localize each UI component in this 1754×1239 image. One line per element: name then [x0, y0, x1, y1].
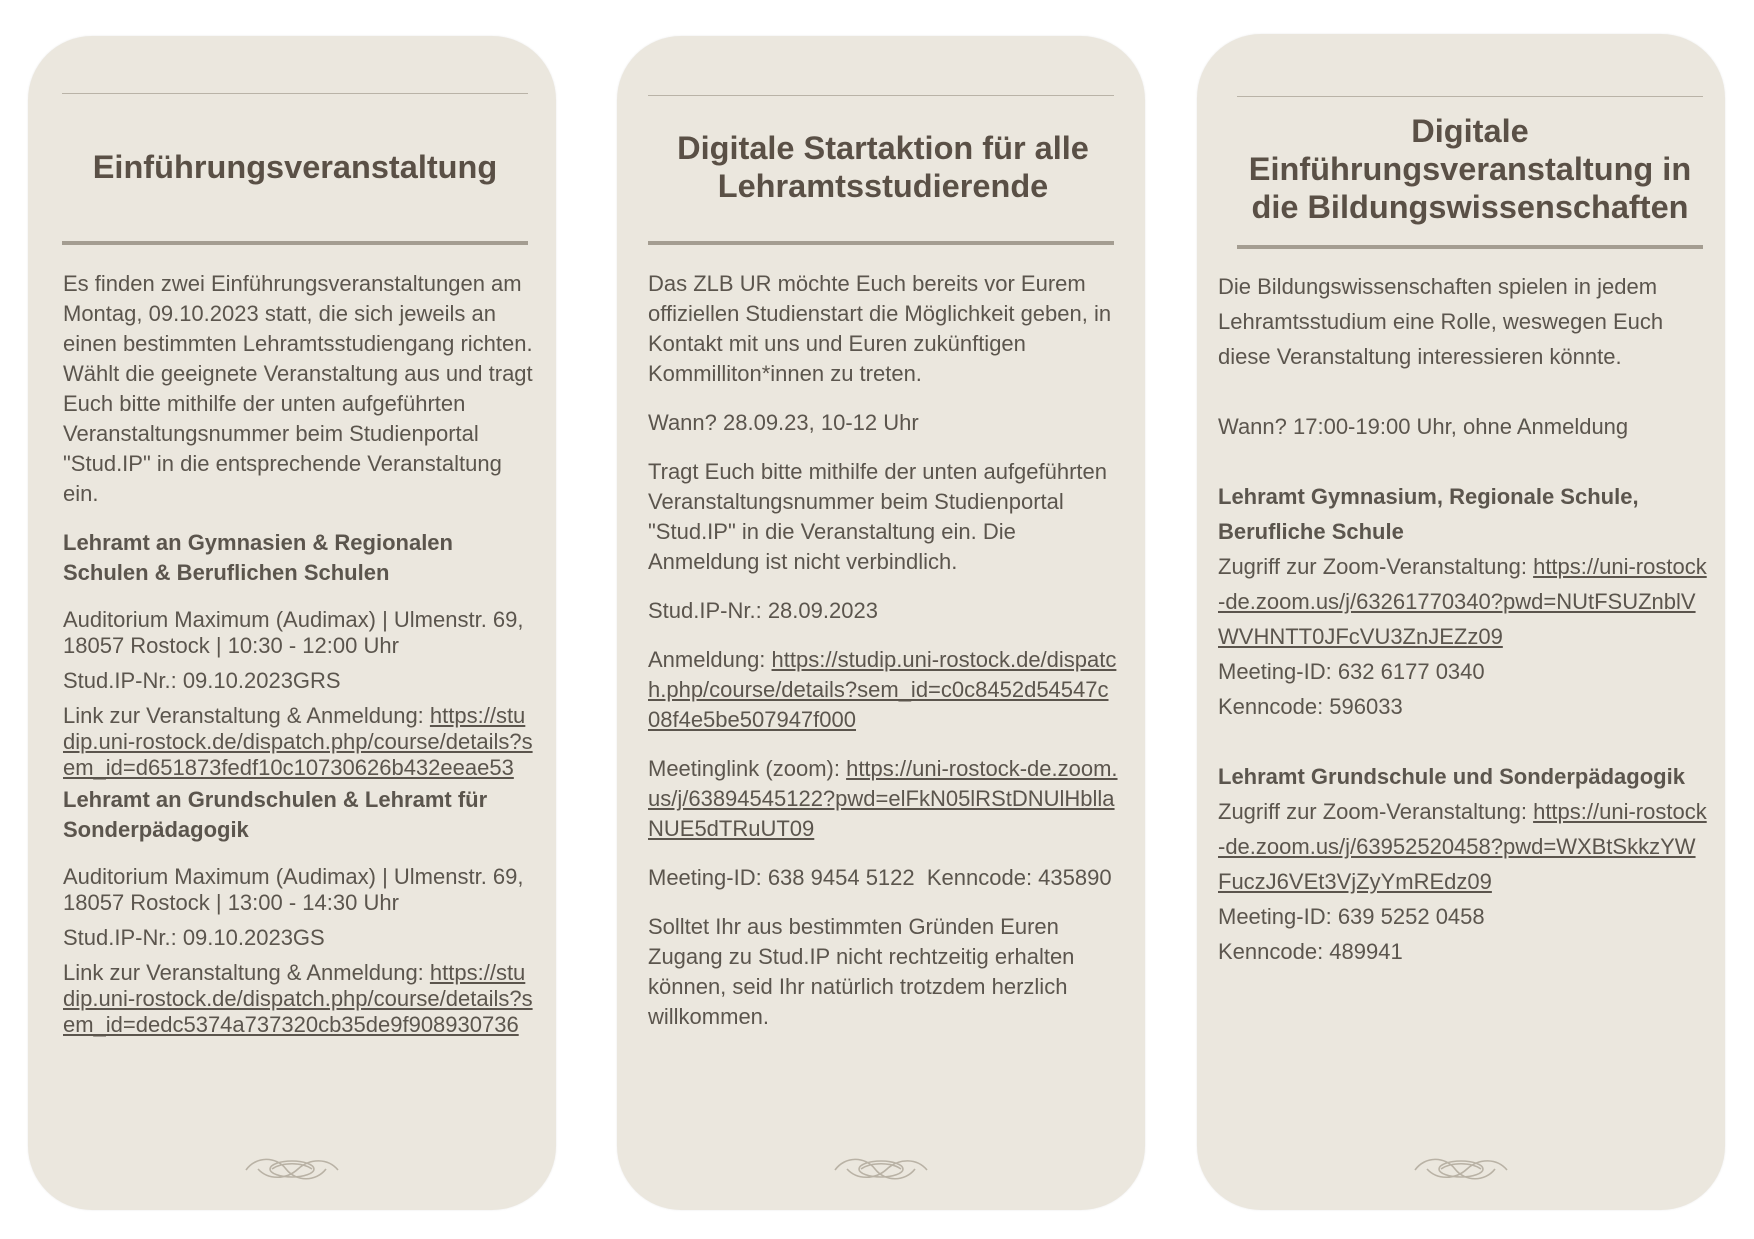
studip-number: Stud.IP-Nr.: 09.10.2023GS — [63, 925, 325, 950]
flourish-ornament-icon — [242, 1152, 342, 1186]
link-paragraph — [63, 703, 533, 781]
register-link[interactable]: https://studip.uni-rostock.de/dispatch.php/course/details?sem_id=c0c8452d54547c08f4e5be507947f000 — [648, 647, 1117, 732]
link-paragraph — [63, 960, 533, 1038]
card-title: Digitale Einführungsveranstaltung in die Bildungswissenschaften — [1248, 113, 1692, 225]
link-label: Link zur Veranstaltung & Anmeldung: — [63, 960, 430, 985]
title-divider — [62, 241, 528, 245]
register-paragraph — [648, 645, 1120, 735]
meeting-id-text: Meeting-ID: 632 6177 0340 — [1218, 659, 1485, 684]
zoom-paragraph — [1218, 549, 1708, 654]
when-text: Wann? 17:00-19:00 Uhr, ohne Anmeldung — [1218, 414, 1629, 439]
studip-number: Stud.IP-Nr.: 28.09.2023 — [648, 598, 878, 623]
group-heading: Lehramt an Grundschulen & Lehramt für Sonderpädagogik — [63, 787, 488, 842]
closing-text: Solltet Ihr aus bestimmten Gründen Euren Zugang zu Stud.IP nicht rechtzeitig erhalten können, seid Ihr natürlich trotzdem herzlich willkommen. — [648, 914, 1075, 1029]
card-title: Digitale Startaktion für alle Lehramtsstudierende — [677, 130, 1089, 204]
intro-text: Das ZLB UR möchte Euch bereits vor Eurem offiziellen Studienstart die Möglichkeit geben, in Kontakt mit uns und Euren zukünftigen Kommilliton*innen zu treten. — [648, 271, 1112, 386]
group-heading: Lehramt an Gymnasien & Regionalen Schulen & Beruflichen Schulen — [63, 530, 453, 585]
group-heading: Lehramt Gymnasium, Regionale Schule, Berufliche Schule — [1218, 484, 1639, 544]
card-bildungswissenschaften — [1197, 34, 1725, 1210]
zoom-label: Zugriff zur Zoom-Veranstaltung: — [1218, 799, 1534, 824]
card-body — [1218, 269, 1708, 969]
instruction-text: Tragt Euch bitte mithilfe der unten aufgeführten Veranstaltungsnummer beim Studienportal "Stud.IP" in die Veranstaltung ein. Die Anmeldung ist nicht verbindlich. — [648, 459, 1108, 574]
location-text: Auditorium Maximum (Audimax) | Ulmenstr. 69, 18057 Rostock | 13:00 - 14:30 Uhr — [63, 864, 524, 915]
meeting-id-text: Meeting-ID: 638 9454 5122 Kenncode: 435890 — [648, 865, 1112, 890]
zoom-link[interactable]: https://uni-rostock-de.zoom.us/j/63952520458?pwd=WXBtSkkzYWFuczJ6VEt3VjZyYmREdz09 — [1218, 799, 1707, 894]
card-body — [63, 269, 533, 1038]
intro-text: Es finden zwei Einführungsveranstaltungen am Montag, 09.10.2023 statt, die sich jeweils an einen bestimmten Lehramtsstudiengang richten. Wählt die geeignete Veranstaltung aus und tragt Euch bitte mithilfe der unten aufgeführten Veranstaltungsnummer beim Studienportal "Stud.IP" in die entsprechende Veranstaltung ein. — [63, 271, 533, 506]
title-divider — [1237, 245, 1703, 249]
meeting-label: Meetinglink (zoom): — [648, 756, 847, 781]
meeting-paragraph — [648, 754, 1120, 844]
when-text: Wann? 28.09.23, 10-12 Uhr — [648, 410, 919, 435]
card-digitale-startaktion — [617, 36, 1145, 1210]
zoom-meeting-link[interactable]: https://uni-rostock-de.zoom.us/j/63894545122?pwd=elFkN05lRStDNUlHbllaNUE5dTRuUT09 — [648, 756, 1118, 841]
register-label: Anmeldung: — [648, 647, 772, 672]
title-divider — [648, 241, 1114, 245]
top-divider — [648, 95, 1114, 96]
passcode-text: Kenncode: 489941 — [1218, 939, 1403, 964]
link-label: Link zur Veranstaltung & Anmeldung: — [63, 703, 430, 728]
flourish-ornament-icon — [831, 1152, 931, 1186]
zoom-label: Zugriff zur Zoom-Veranstaltung: — [1218, 554, 1534, 579]
card-title: Einführungsveranstaltung — [92, 149, 498, 185]
location-text: Auditorium Maximum (Audimax) | Ulmenstr. 69, 18057 Rostock | 10:30 - 12:00 Uhr — [63, 607, 524, 658]
course-link[interactable]: https://studip.uni-rostock.de/dispatch.php/course/details?sem_id=d651873fedf10c10730626b432eeae53 — [63, 703, 533, 780]
studip-number: Stud.IP-Nr.: 09.10.2023GRS — [63, 668, 341, 693]
course-link[interactable]: https://studip.uni-rostock.de/dispatch.php/course/details?sem_id=dedc5374a737320cb35de9f908930736 — [63, 960, 533, 1037]
top-divider — [62, 93, 528, 94]
top-divider — [1237, 96, 1703, 97]
meeting-id-text: Meeting-ID: 639 5252 0458 — [1218, 904, 1485, 929]
card-body — [648, 269, 1120, 1051]
group-heading: Lehramt Grundschule und Sonderpädagogik — [1218, 764, 1685, 789]
zoom-link[interactable]: https://uni-rostock-de.zoom.us/j/63261770340?pwd=NUtFSUZnblVWVHNTT0JFcVU3ZnJEZz09 — [1218, 554, 1707, 649]
flourish-ornament-icon — [1411, 1152, 1511, 1186]
passcode-text: Kenncode: 596033 — [1218, 694, 1403, 719]
zoom-paragraph — [1218, 794, 1708, 899]
intro-text: Die Bildungswissenschaften spielen in jedem Lehramtsstudium eine Rolle, weswegen Euch diese Veranstaltung interessieren könnte. — [1218, 274, 1664, 369]
card-einfuehrungsveranstaltung — [28, 36, 556, 1210]
